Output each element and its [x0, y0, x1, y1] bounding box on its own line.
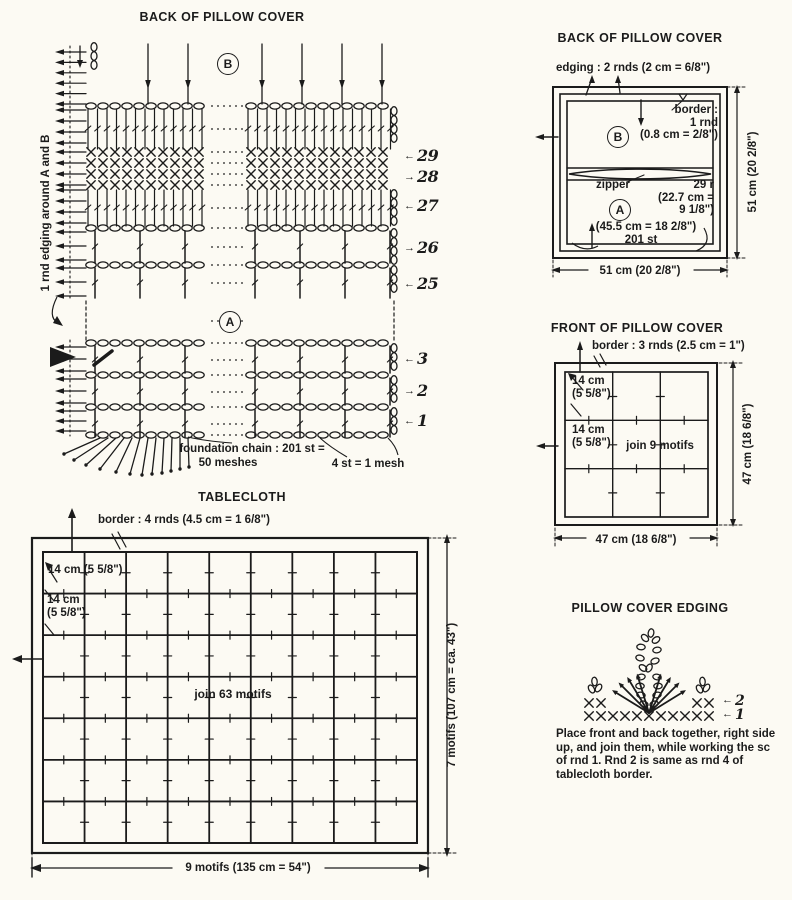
back-schematic-title: BACK OF PILLOW COVER	[557, 31, 723, 45]
front-motif-size2-line1: 14 cm	[572, 424, 605, 436]
row-number: 28	[417, 167, 439, 186]
back-label-b: B	[607, 126, 629, 148]
row-number: 1	[417, 411, 428, 430]
chart-label-b: B	[217, 53, 239, 75]
tablecloth-join-label: join 63 motifs	[194, 687, 272, 701]
front-motif-size-line1: 14 cm	[572, 375, 605, 387]
edging-diagram-graphic	[585, 628, 714, 720]
rnd-arrow-icon: ←	[722, 708, 733, 720]
front-join-label: join 9 motifs	[626, 440, 694, 452]
front-motif-size2-line2: (5 5/8")	[572, 437, 611, 449]
edging-rnd-1-label	[722, 706, 744, 724]
mesh-note-label: 4 st = 1 mesh	[331, 458, 405, 470]
row-arrow-icon: →	[404, 171, 415, 183]
tablecloth-motif-size2-label	[47, 594, 86, 620]
edging-note-line1: Place front and back together, right side	[556, 728, 776, 740]
tablecloth-width-dim: 9 motifs (135 cm = 54")	[185, 862, 311, 874]
row-label-27	[404, 196, 438, 216]
front-motif-size-line2: (5 5/8")	[572, 388, 611, 400]
tablecloth-title: TABLECLOTH	[198, 490, 286, 504]
front-motif-size-label	[572, 375, 611, 401]
row-arrow-icon: →	[404, 385, 415, 397]
tablecloth-motif-size2-line2: (5 5/8")	[47, 607, 86, 619]
row-number: 2	[417, 381, 428, 400]
back-inner-width-label: (45.5 cm = 18 2/8")	[595, 221, 697, 233]
row-arrow-icon: ←	[404, 200, 415, 212]
border-label-line1: border :	[674, 104, 718, 116]
foundation-meshes-label: 50 meshes	[198, 457, 258, 469]
edging-diagram-title: PILLOW COVER EDGING	[571, 601, 729, 615]
foundation-chain-label: foundation chain : 201 st =	[179, 443, 325, 455]
row-label-1	[404, 411, 428, 431]
rnd-arrow-icon: ←	[722, 694, 733, 706]
tablecloth-motif-size-label: 14 cm (5 5/8")	[48, 564, 123, 576]
back-stitches-label: 201 st	[624, 234, 658, 246]
edging-note-line3: of rnd 1. Rnd 2 is same as rnd 4 of	[556, 755, 744, 767]
row-number: 26	[417, 238, 439, 257]
row-arrow-icon: ←	[404, 353, 415, 365]
row-label-28	[404, 167, 438, 187]
front-height-dim: 47 cm (18 6/8")	[742, 403, 754, 485]
zipper-label: zipper	[596, 179, 630, 191]
row-number: 27	[417, 196, 439, 215]
edging-instructions	[556, 728, 775, 782]
rows-count-label	[634, 179, 714, 217]
front-width-dim: 47 cm (18 6/8")	[595, 534, 677, 546]
row-arrow-icon: ←	[404, 150, 415, 162]
rows-count-line3: 9 1/8")	[679, 204, 714, 216]
front-motif-size2-label	[572, 424, 611, 450]
edging-note-line2: up, and join them, while working the sc	[556, 741, 771, 754]
rnd-number: 2	[735, 693, 745, 709]
rows-count-line1: 29 r	[693, 179, 714, 191]
border-label-line2: 1 rnd	[689, 116, 718, 129]
front-schematic-title: FRONT OF PILLOW COVER	[550, 321, 724, 335]
row-label-2	[404, 381, 428, 401]
row-label-26	[404, 238, 438, 258]
row-number: 3	[417, 349, 428, 368]
edging-label: edging : 2 rnds (2 cm = 6/8")	[556, 62, 711, 74]
row-arrow-icon: ←	[404, 278, 415, 290]
tablecloth-motif-size2-line1: 14 cm	[47, 594, 80, 606]
back-width-dim: 51 cm (20 2/8")	[599, 265, 681, 277]
border-label-line3: (0.8 cm = 2/8")	[639, 129, 718, 141]
chart-edging-note: 1 rnd edging around A and B	[40, 134, 52, 292]
rows-count-line2: (22.7 cm =	[658, 191, 714, 204]
row-arrow-icon: ←	[404, 415, 415, 427]
rnd-number: 1	[735, 707, 745, 723]
back-height-dim: 51 cm (20 2/8")	[747, 131, 759, 213]
edging-note-line4: tablecloth border.	[556, 768, 653, 781]
row-number: 29	[417, 146, 439, 165]
row-label-3	[404, 349, 428, 369]
row-label-29	[404, 146, 438, 166]
tablecloth-border-label: border : 4 rnds (4.5 cm = 1 6/8")	[98, 514, 270, 526]
crochet-chart-graphic	[50, 43, 398, 477]
row-number: 25	[417, 274, 439, 293]
tablecloth-height-dim: 7 motifs (107 cm = ca. 43")	[446, 622, 458, 768]
chart-label-a: A	[219, 311, 241, 333]
back-label-a: A	[609, 199, 631, 221]
chart-title: BACK OF PILLOW COVER	[139, 10, 305, 24]
border-label	[626, 104, 718, 142]
row-arrow-icon: →	[404, 242, 415, 254]
front-border-label: border : 3 rnds (2.5 cm = 1")	[592, 340, 745, 352]
row-label-25	[404, 274, 438, 294]
